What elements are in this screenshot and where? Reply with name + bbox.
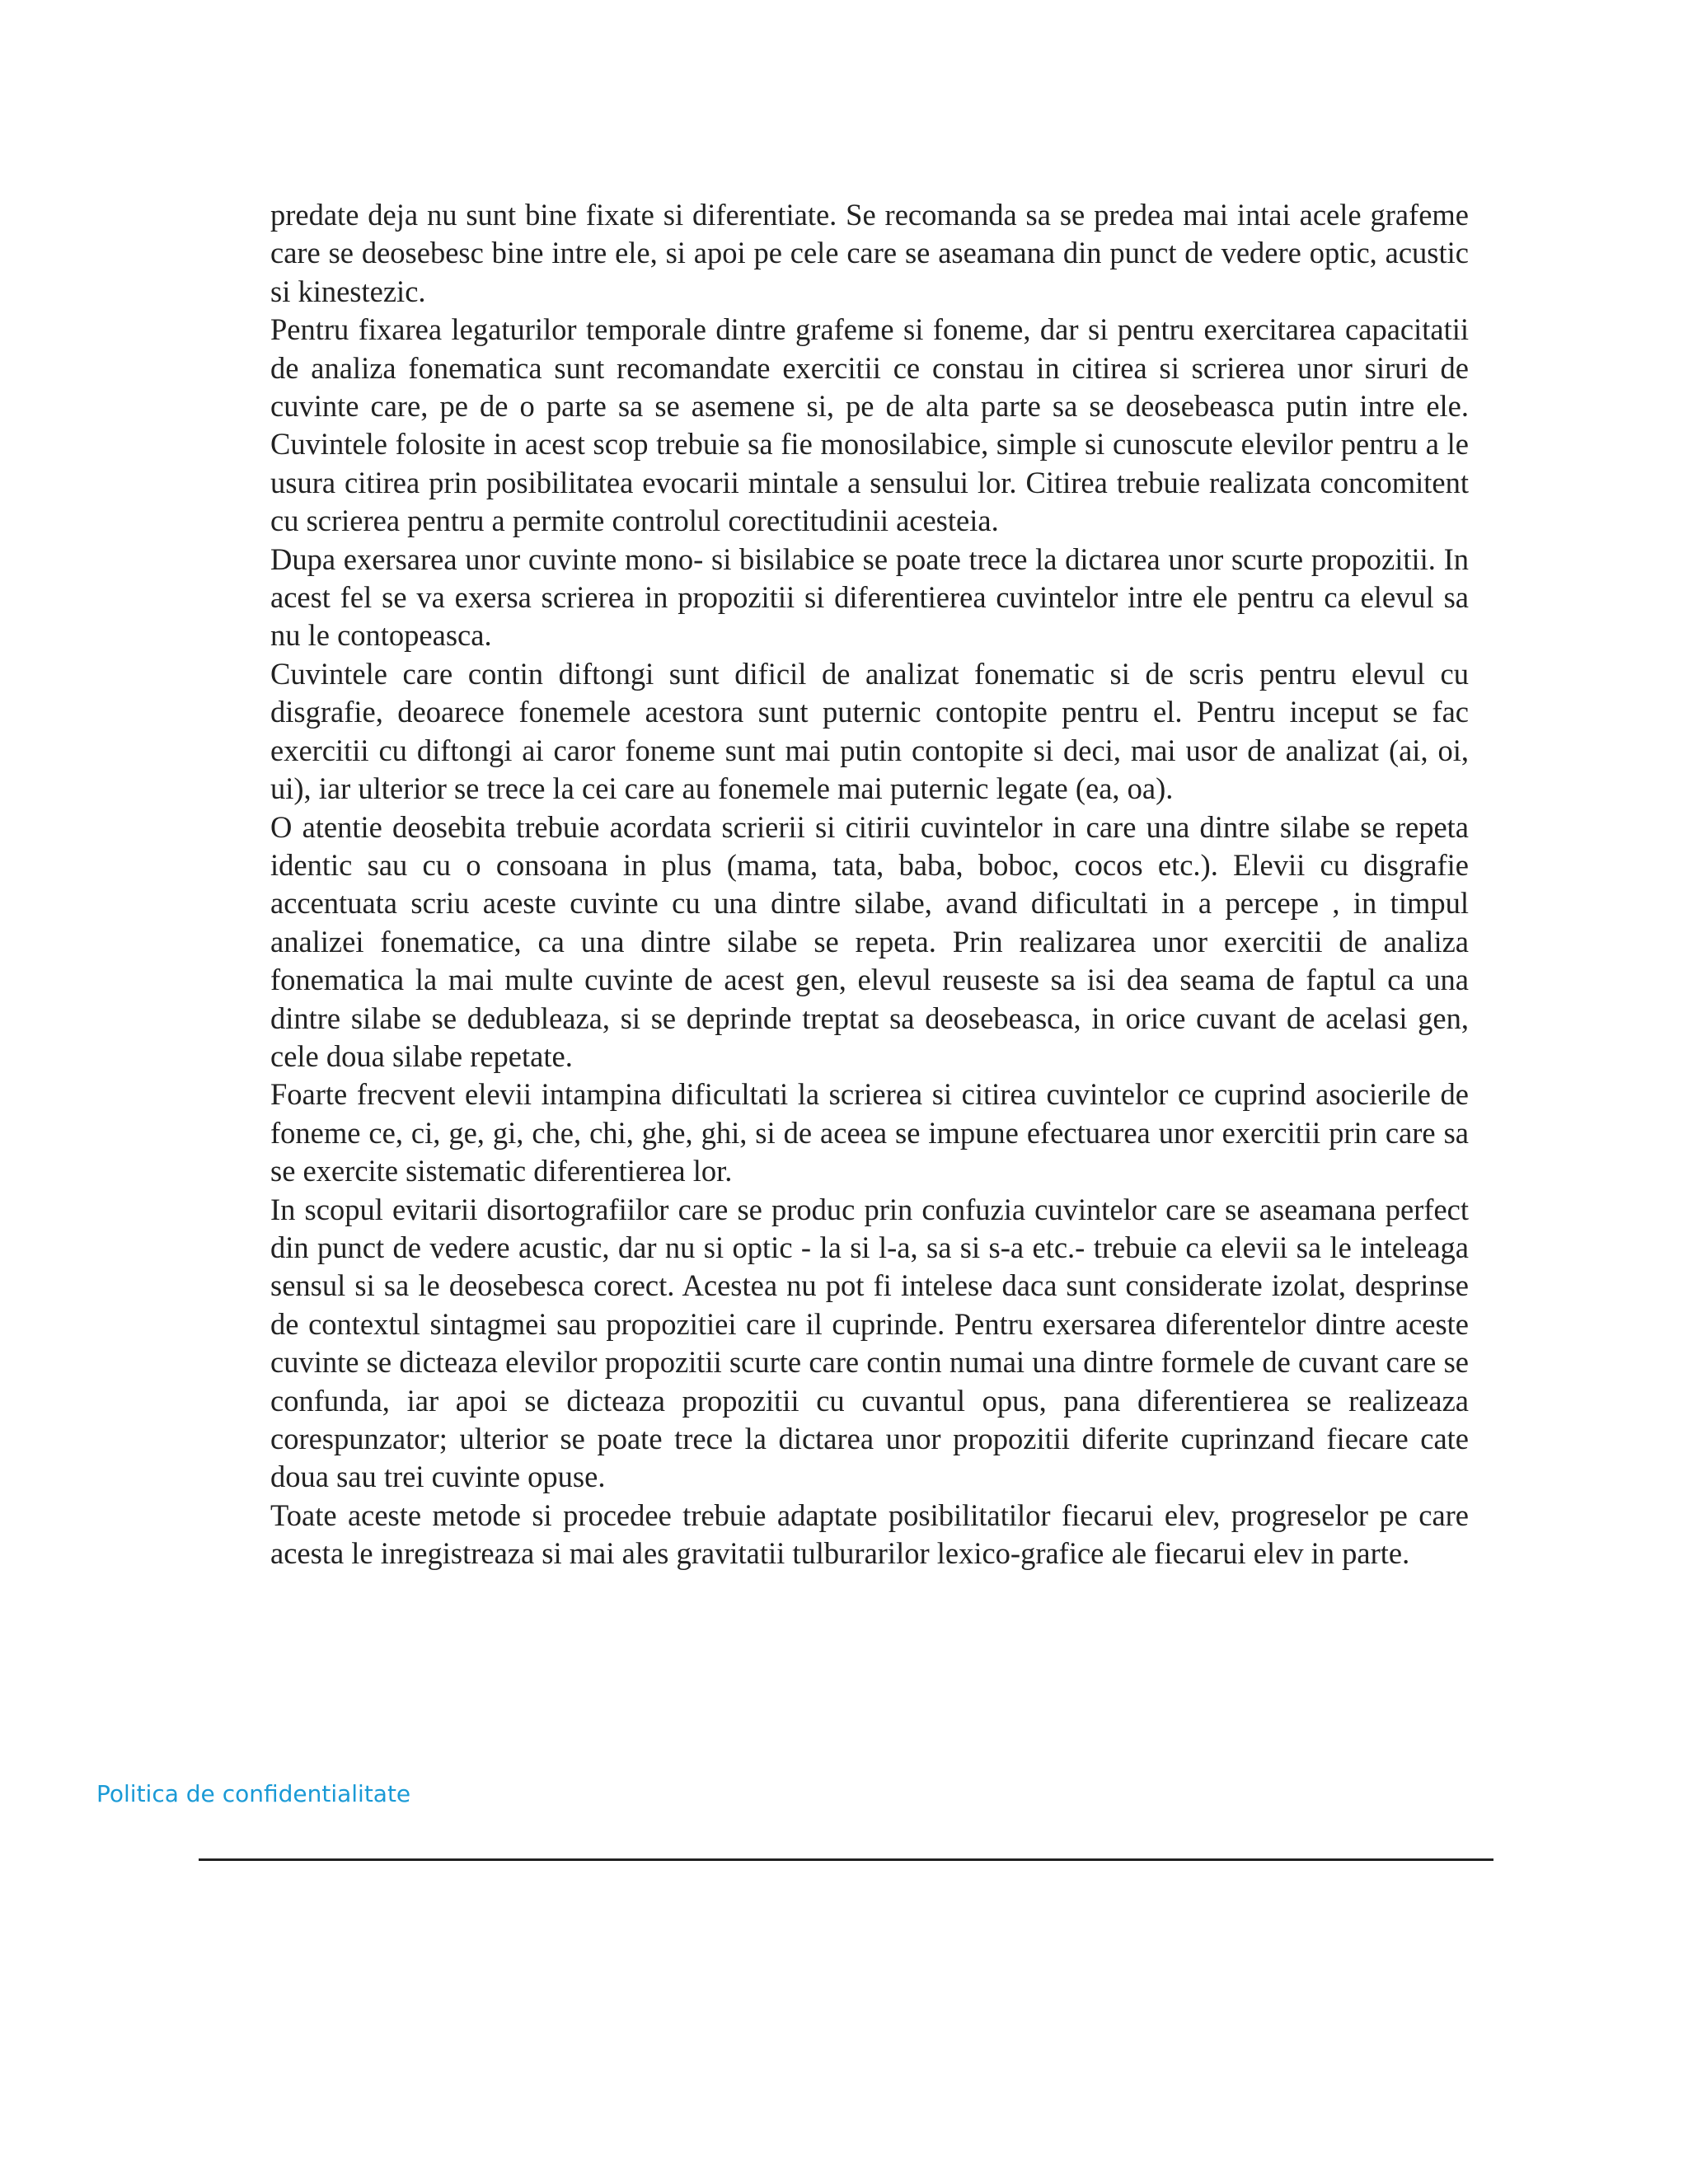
- paragraph: In scopul evitarii disortografiilor care se produc prin confuzia cuvintelor care se aseamana perfect din punct de vedere acustic, dar nu si optic - la si l-a, sa si s-a etc.- trebuie ca elevii sa le inteleaga sensul si sa le deosebesca corect. Acestea nu pot fi intelese daca sunt considerate izolat, desprinse de contextul sintagmei sau propozitiei care il cuprinde. Pentru exersarea diferentelor dintre aceste cuvinte se dicteaza elevilor propozitii scurte care contin numai una dintre formele de cuvant care se confunda, iar apoi se dicteaza propozitii cu cuvantul opus, pana diferentierea se realizeaza corespunzator; ulterior se poate trece la dictarea unor propozitii diferite cuprinzand fiecare cate doua sau trei cuvinte opuse.: [270, 1192, 1469, 1494]
- paragraph: O atentie deosebita trebuie acordata scrierii si citirii cuvintelor in care una dintre silabe se repeta identic sau cu o consoana in plus (mama, tata, baba, boboc, cocos etc.). Elevii cu disgrafie accentuata scriu aceste cuvinte cu una dintre silabe, avand dificultati in a percepe , in timpul analizei fonematice, ca una dintre silabe se repeta. Prin realizarea unor exercitii de analiza fonematica la mai multe cuvinte de acest gen, elevul reuseste sa isi dea seama de faptul ca una dintre silabe se dedubleaza, si se deprinde treptat sa deosebeasca, in orice cuvant de acelasi gen, cele doua silabe repetate.: [270, 809, 1469, 1073]
- privacy-policy-link[interactable]: Politica de confidentialitate: [96, 1780, 411, 1807]
- paragraph: Toate aceste metode si procedee trebuie adaptate posibilitatilor fiecarui elev, progreselor pe care acesta le inregistreaza si mai ales gravitatii tulburarilor lexico-grafice ale fiecarui elev in parte.: [270, 1497, 1469, 1571]
- paragraph: Cuvintele care contin diftongi sunt dificil de analizat fonematic si de scris pentru elevul cu disgrafie, deoarece fonemele acestora sunt puternic contopite pentru el. Pentru inceput se fac exercitii cu diftongi ai caror foneme sunt mai putin contopite si deci, mai usor de analizat (ai, oi, ui), iar ulterior se trece la cei care au fonemele mai puternic legate (ea, oa).: [270, 656, 1469, 806]
- paragraph: Pentru fixarea legaturilor temporale dintre grafeme si foneme, dar si pentru exercitarea capacitatii de analiza fonematica sunt recomandate exercitii ce constau in citirea si scrierea unor siruri de cuvinte care, pe de o parte sa se asemene si, pe de alta parte sa se deosebeasca putin intre ele. Cuvintele folosite in acest scop trebuie sa fie monosilabice, simple si cunoscute elevilor pentru a le usura citirea prin posibilitatea evocarii mintale a sensului lor. Citirea trebuie realizata concomitent cu scrierea pentru a permite controlul corectitudinii acesteia.: [270, 312, 1469, 538]
- paragraph: Dupa exersarea unor cuvinte mono- si bisilabice se poate trece la dictarea unor scurte propozitii. In acest fel se va exersa scrierea in propozitii si diferentierea cuvintelor intre ele pentru ca elevul sa nu le contopeasca.: [270, 541, 1469, 653]
- document-body: [270, 196, 1469, 1573]
- paragraph: predate deja nu sunt bine fixate si diferentiate. Se recomanda sa se predea mai intai acele grafeme care se deosebesc bine intre ele, si apoi pe cele care se aseamana din punct de vedere optic, acustic si kinestezic.: [270, 198, 1469, 308]
- footer-divider: [199, 1858, 1493, 1861]
- paragraph: Foarte frecvent elevii intampina dificultati la scrierea si citirea cuvintelor ce cuprind asocierile de foneme ce, ci, ge, gi, che, chi, ghe, ghi, si de aceea se impune efectuarea unor exercitii prin care sa se exercite sistematic diferentierea lor.: [270, 1077, 1469, 1188]
